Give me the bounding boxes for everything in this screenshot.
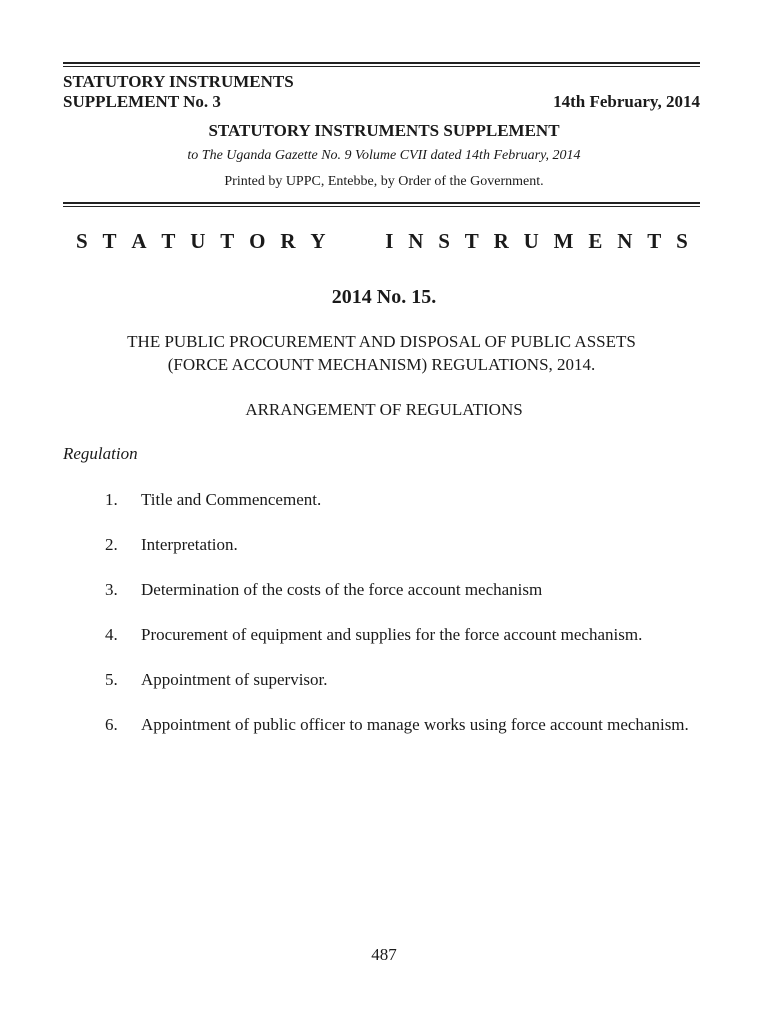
regulations-title-line-1: THE PUBLIC PROCUREMENT AND DISPOSAL OF PUBLIC ASSETS — [127, 332, 636, 351]
page-number: 487 — [371, 945, 397, 964]
heading-letter: R — [493, 229, 509, 253]
heading-letter: N — [408, 229, 424, 253]
heading-letter: I — [385, 229, 394, 253]
heading-letter: N — [617, 229, 633, 253]
header-date: 14th February, 2014 — [553, 92, 700, 111]
arrangement-heading: ARRANGEMENT OF REGULATIONS — [245, 400, 523, 419]
regulation-title: Appointment of supervisor. — [141, 670, 328, 689]
regulation-number: 4. — [105, 625, 118, 644]
heading-letter: U — [523, 229, 539, 253]
list-item — [105, 578, 700, 601]
list-item — [105, 623, 700, 646]
header-line-1: STATUTORY INSTRUMENTS — [63, 72, 294, 91]
regulation-title: Title and Commencement. — [141, 490, 322, 509]
regulation-number: 5. — [105, 670, 118, 689]
heading-letter: M — [553, 229, 574, 253]
top-double-rule — [63, 62, 700, 67]
regulation-column-label: Regulation — [63, 444, 138, 463]
regulation-number: 2. — [105, 535, 118, 554]
regulation-title: Procurement of equipment and supplies for the force account mechanism. — [141, 625, 643, 644]
regulation-number: 3. — [105, 580, 118, 599]
heading-word-gap — [340, 228, 370, 254]
list-item — [105, 713, 700, 736]
regulation-number: 1. — [105, 490, 118, 509]
regulations-list — [105, 488, 700, 758]
heading-letter: T — [102, 229, 117, 253]
instrument-number: 2014 No. 15. — [331, 286, 437, 308]
heading-letter: S — [438, 229, 450, 253]
heading-letter: T — [647, 229, 662, 253]
heading-letter: S — [676, 229, 688, 253]
list-item — [105, 533, 700, 556]
heading-letter: U — [190, 229, 206, 253]
middle-double-rule — [63, 202, 700, 207]
printer-note: Printed by UPPC, Entebbe, by Order of the Government. — [224, 174, 544, 189]
heading-letter: T — [220, 229, 235, 253]
regulations-title — [63, 330, 700, 376]
regulation-title: Appointment of public officer to manage works using force account mechanism. — [141, 715, 689, 734]
header-line-2: SUPPLEMENT No. 3 — [63, 92, 221, 111]
regulation-title: Interpretation. — [141, 535, 238, 554]
supplement-header — [63, 72, 294, 112]
list-item — [105, 668, 700, 691]
heading-letter: Y — [310, 229, 326, 253]
heading-letter: T — [161, 229, 176, 253]
regulation-title: Determination of the costs of the force account mechanism — [141, 580, 543, 599]
heading-letter: E — [588, 229, 603, 253]
regulations-title-line-2: (FORCE ACCOUNT MECHANISM) REGULATIONS, 2014. — [167, 355, 596, 374]
supplement-title: STATUTORY INSTRUMENTS SUPPLEMENT — [208, 121, 560, 140]
list-item — [105, 488, 700, 511]
statutory-instruments-heading — [76, 228, 688, 254]
heading-letter: O — [249, 229, 266, 253]
heading-letter: A — [131, 229, 147, 253]
heading-letter: R — [280, 229, 296, 253]
regulation-number: 6. — [105, 715, 118, 734]
heading-letter: S — [76, 229, 88, 253]
gazette-reference: to The Uganda Gazette No. 9 Volume CVII dated 14th February, 2014 — [187, 148, 581, 163]
heading-letter: T — [464, 229, 479, 253]
